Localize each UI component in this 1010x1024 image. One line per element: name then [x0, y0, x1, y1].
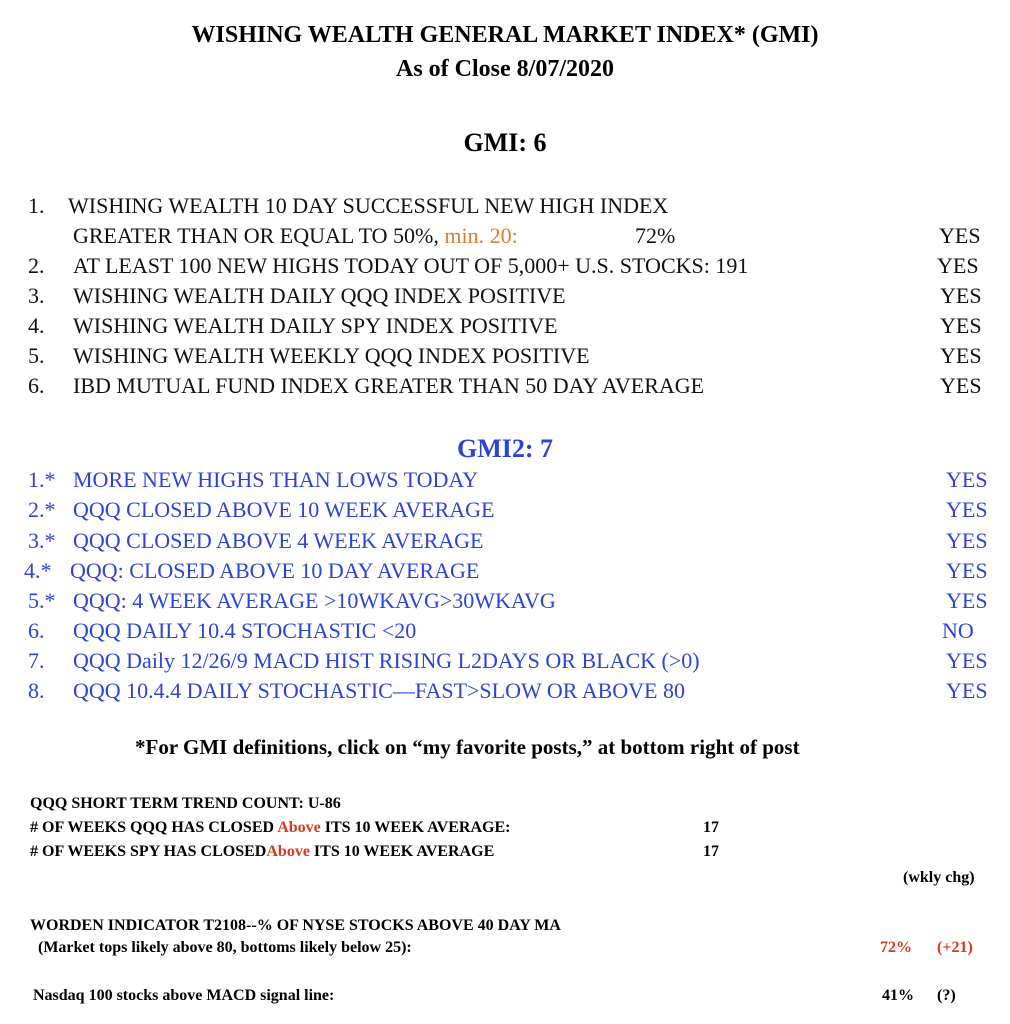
gmi2-item-1-text: MORE NEW HIGHS THAN LOWS TODAY [73, 467, 479, 492]
nasdaq-macd-change: (?) [937, 987, 956, 1004]
gmi-item-1-criterion: GREATER THAN OR EQUAL TO 50%, [73, 223, 439, 248]
gmi-item-4-number: 4. [28, 313, 45, 338]
gmi-item-3-text: WISHING WEALTH DAILY QQQ INDEX POSITIVE [73, 283, 566, 308]
gmi2-score: GMI2: 7 [456, 434, 554, 463]
qqq-weeks-above-line [30, 819, 510, 837]
spy-weeks-label: # OF WEEKS SPY HAS CLOSED [30, 843, 267, 860]
gmi-item-1-text: WISHING WEALTH 10 DAY SUCCESSFUL NEW HIGH INDEX [68, 193, 669, 218]
gmi-item-4-text: WISHING WEALTH DAILY SPY INDEX POSITIVE [73, 313, 558, 338]
gmi2-item-4-text: QQQ: CLOSED ABOVE 10 DAY AVERAGE [70, 558, 480, 583]
gmi-item-6-text: IBD MUTUAL FUND INDEX GREATER THAN 50 DAY AVERAGE [73, 373, 705, 398]
gmi-score: GMI: 6 [463, 128, 547, 157]
spy-above-word: Above [266, 843, 310, 860]
gmi-item-1-number: 1. [28, 193, 45, 218]
spy-weeks-value: 17 [703, 843, 719, 860]
gmi-item-4-result: YES [940, 313, 982, 338]
qqq-weeks-label-end: ITS 10 WEEK AVERAGE: [324, 819, 511, 836]
gmi2-item-1-result: YES [946, 467, 988, 492]
gmi2-item-6-number: 6. [28, 618, 45, 643]
gmi-item-6-result: YES [940, 373, 982, 398]
gmi2-item-6-result: NO [942, 618, 974, 643]
gmi-item-2-text: AT LEAST 100 NEW HIGHS TODAY OUT OF 5,000+ U.S. STOCKS: 191 [73, 253, 749, 278]
gmi2-item-2-number: 2.* [28, 497, 56, 522]
gmi2-item-5-number: 5.* [28, 588, 56, 613]
gmi2-item-5-result: YES [946, 588, 988, 613]
gmi-item-2-number: 2. [28, 253, 45, 278]
qqq-short-term-trend-count: QQQ SHORT TERM TREND COUNT: U-86 [30, 795, 341, 812]
gmi2-item-8-text: QQQ 10.4.4 DAILY STOCHASTIC—FAST>SLOW OR ABOVE 80 [73, 678, 685, 703]
gmi2-item-7-text: QQQ Daily 12/26/9 MACD HIST RISING L2DAYS OR BLACK (>0) [73, 648, 700, 673]
gmi-item-1-value: 72% [635, 223, 676, 248]
gmi2-item-6-text: QQQ DAILY 10.4 STOCHASTIC <20 [73, 618, 417, 643]
gmi2-item-8-result: YES [946, 678, 988, 703]
page-title: WISHING WEALTH GENERAL MARKET INDEX* (GMI) [191, 22, 819, 48]
gmi-item-6-number: 6. [28, 373, 45, 398]
gmi2-item-1-number: 1.* [28, 467, 56, 492]
gmi2-item-4-number: 4.* [24, 558, 52, 583]
gmi-item-1-result: YES [939, 223, 981, 248]
gmi2-item-2-result: YES [946, 497, 988, 522]
gmi2-item-3-text: QQQ CLOSED ABOVE 4 WEEK AVERAGE [73, 528, 484, 553]
nasdaq-macd-value: 41% [882, 987, 914, 1004]
worden-indicator-value: 72% [880, 939, 912, 956]
gmi2-item-7-result: YES [946, 648, 988, 673]
gmi2-item-2-text: QQQ CLOSED ABOVE 10 WEEK AVERAGE [73, 497, 495, 522]
weekly-change-header: (wkly chg) [903, 869, 975, 886]
worden-indicator-title: WORDEN INDICATOR T2108--% OF NYSE STOCKS ABOVE 40 DAY MA [30, 917, 561, 934]
nasdaq-macd-label: Nasdaq 100 stocks above MACD signal line: [33, 987, 335, 1004]
gmi-item-3-result: YES [940, 283, 982, 308]
gmi2-item-7-number: 7. [28, 648, 45, 673]
gmi2-item-3-result: YES [946, 528, 988, 553]
gmi2-item-5-text: QQQ: 4 WEEK AVERAGE >10WKAVG>30WKAVG [73, 588, 556, 613]
gmi2-item-3-number: 3.* [28, 528, 56, 553]
gmi-item-1-text-line2 [73, 223, 518, 249]
gmi2-item-4-result: YES [946, 558, 988, 583]
worden-indicator-change: (+21) [937, 939, 973, 956]
gmi-item-1-min: min. 20: [444, 223, 518, 248]
gmi-item-3-number: 3. [28, 283, 45, 308]
worden-indicator-note: (Market tops likely above 80, bottoms likely below 25): [38, 939, 412, 956]
qqq-above-word: Above [277, 819, 321, 836]
gmi-definitions-footnote: *For GMI definitions, click on “my favorite posts,” at bottom right of post [135, 735, 800, 759]
gmi-item-5-text: WISHING WEALTH WEEKLY QQQ INDEX POSITIVE [73, 343, 590, 368]
spy-weeks-label-end: ITS 10 WEEK AVERAGE [313, 843, 495, 860]
gmi-item-5-result: YES [940, 343, 982, 368]
spy-weeks-above-line [30, 843, 494, 861]
gmi-item-2-result: YES [937, 253, 979, 278]
as-of-date: As of Close 8/07/2020 [396, 56, 614, 82]
gmi-item-5-number: 5. [28, 343, 45, 368]
gmi2-item-8-number: 8. [28, 678, 45, 703]
qqq-weeks-label: # OF WEEKS QQQ HAS CLOSED [30, 819, 275, 836]
qqq-weeks-value: 17 [703, 819, 719, 836]
